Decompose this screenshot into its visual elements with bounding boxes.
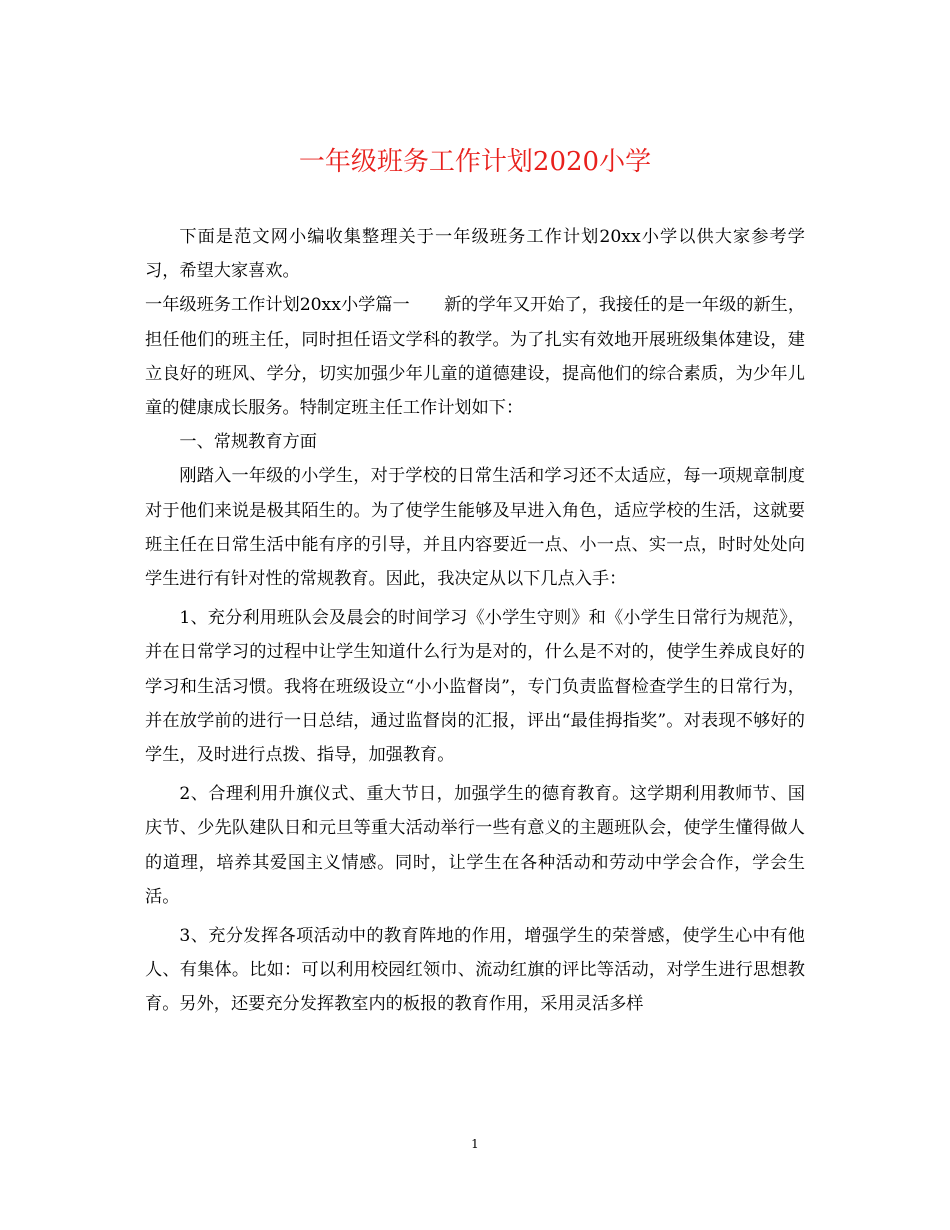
section-paragraph: 一年级班务工作计划20xx小学篇一 新的学年又开始了，我接任的是一年级的新生，担任他们的班主任，同时担任语文学科的教学。为了扎实有效地开展班级集体建设，建立良好的班风、学分，切实加强少年儿童的道德建设，提高他们的综合素质，为少年儿童的健康成长服务。特制定班主任工作计划如下： <box>145 295 806 419</box>
heading-paragraph: 一、常规教育方面 <box>179 432 317 453</box>
document-body <box>145 220 805 1022</box>
list-item-paragraph: 2、合理利用升旗仪式、重大节日，加强学生的德育教育。这学期利用教师节、国庆节、少先队建队日和元旦等重大活动举行一些有意义的主题班队会，使学生懂得做人的道理，培养其爱国主义情感。同时，让学生在各种活动和劳动中学会合作，学会生活。 <box>145 784 805 907</box>
intro-paragraph: 下面是范文网小编收集整理关于一年级班务工作计划20xx小学以供大家参考学习，希望大家喜欢。 <box>145 227 805 282</box>
list-item-paragraph: 3、充分发挥各项活动中的教育阵地的作用，增强学生的荣誉感，使学生心中有他人、有集体。比如：可以利用校园红领巾、流动红旗的评比等活动，对学生进行思想教育。另外，还要充分发挥教室内的板报的教育作用，采用灵活多样 <box>145 926 805 1015</box>
list-item-paragraph: 1、充分利用班队会及晨会的时间学习《小学生守则》和《小学生日常行为规范》，并在日常学习的过程中让学生知道什么行为是对的，什么是不对的，使学生养成良好的学习和生活习惯。我将在班级设立“小小监督岗”，专门负责监督检查学生的日常行为，并在放学前的进行一日总结，通过监督岗的汇报，评出“最佳拇指奖”。对表现不够好的学生，及时进行点拨、指导，加强教育。 <box>145 608 805 766</box>
body-paragraph: 刚踏入一年级的小学生，对于学校的日常生活和学习还不太适应，每一项规章制度对于他们来说是极其陌生的。为了使学生能够及早进入角色，适应学校的生活，这就要班主任在日常生活中能有序的引导，并且内容要近一点、小一点、实一点，时时处处向学生进行有针对性的常规教育。因此，我决定从以下几点入手： <box>145 466 805 590</box>
document-title: 一年级班务工作计划2020小学 <box>298 147 652 177</box>
page-number: 1 <box>471 1137 479 1151</box>
